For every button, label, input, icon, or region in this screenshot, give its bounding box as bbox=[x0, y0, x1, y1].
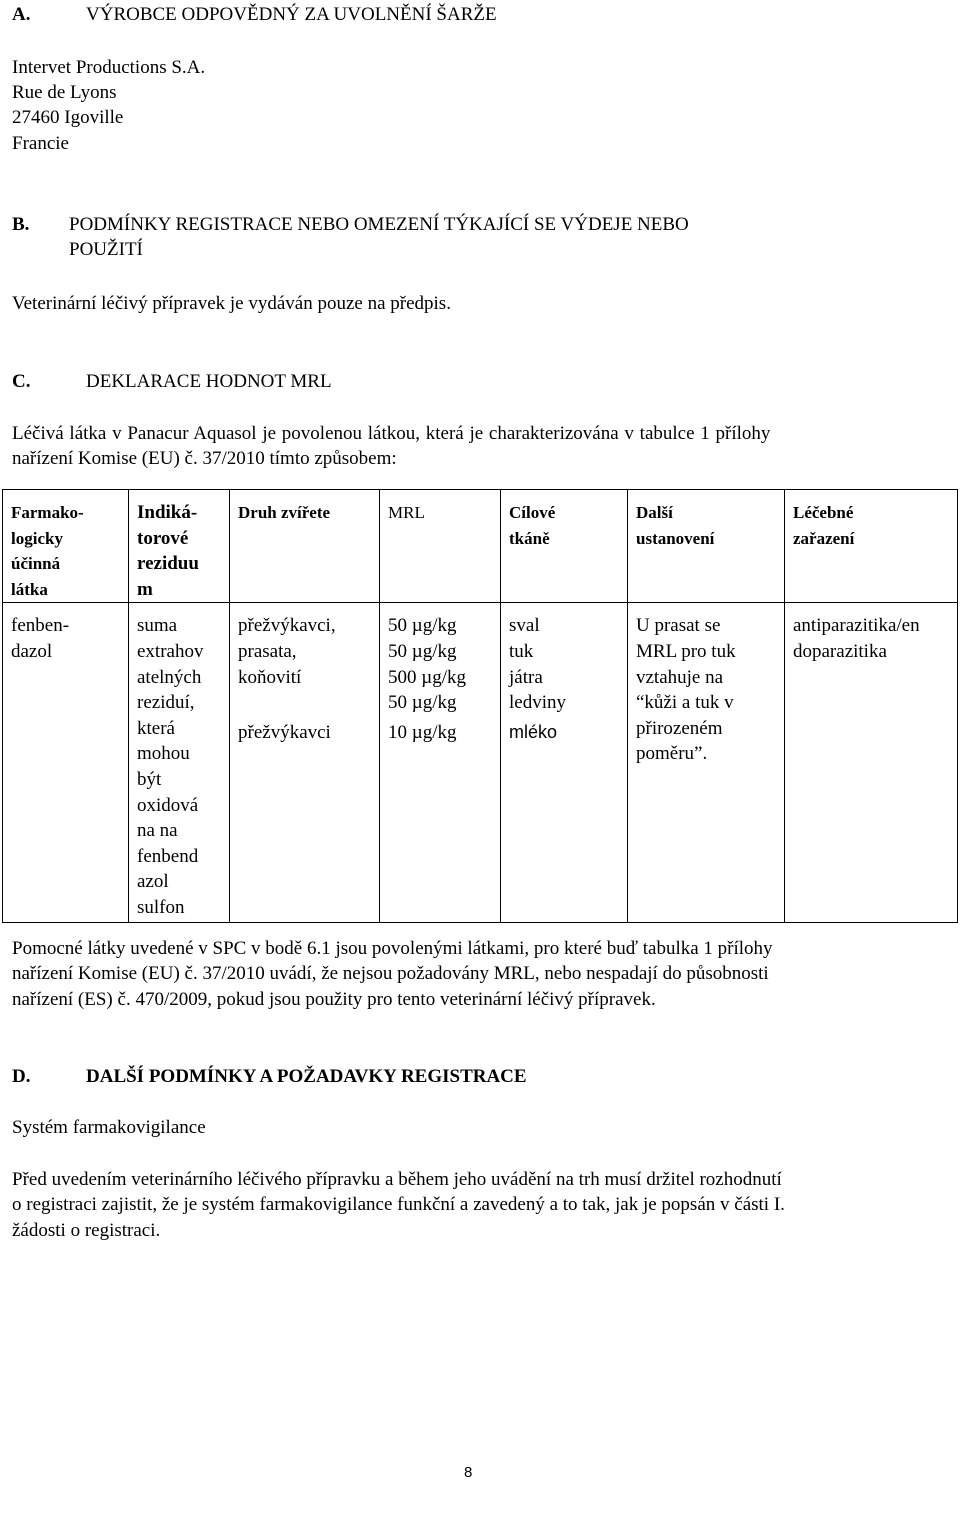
cell-mrl-2: 10 µg/kg bbox=[388, 721, 457, 743]
section-d-text-line2: o registraci zajistit, že je systém farmakovigilance funkční a zavedený a to tak, jak je popsán v části I. bbox=[12, 1194, 785, 1215]
cell-species: přežvýkavci, prasata, koňovití přežvýkavci bbox=[230, 603, 380, 923]
section-d-subtitle: Systém farmakovigilance bbox=[12, 1117, 206, 1138]
section-d-text-line1: Před uvedením veterinárního léčivého přípravku a během jeho uvádění na trh musí držitel rozhodnutí bbox=[12, 1169, 782, 1190]
excipients-line2: nařízení Komise (EU) č. 37/2010 uvádí, že nejsou požadovány MRL, nebo nespadají do působnosti bbox=[12, 963, 769, 984]
table-row bbox=[3, 603, 958, 923]
manufacturer-city: 27460 Igoville bbox=[12, 107, 124, 128]
excipients-line3: nařízení (ES) č. 470/2009, pokud jsou použity pro tento veterinární léčivý přípravek. bbox=[12, 989, 656, 1010]
section-c-letter: C. bbox=[12, 371, 31, 392]
section-c-text-line1: Léčivá látka v Panacur Aquasol je povolenou látkou, která je charakterizována v tabulce 1 přílohy bbox=[12, 423, 771, 444]
manufacturer-name: Intervet Productions S.A. bbox=[12, 57, 206, 78]
cell-marker: suma extrahov atelných reziduí, která mohou být oxidová na na fenbend azol sulfon bbox=[129, 603, 230, 923]
header-substance: Farmako- logicky účinná látka bbox=[3, 490, 129, 603]
manufacturer-country: Francie bbox=[12, 133, 69, 154]
section-d-text-line3: žádosti o registraci. bbox=[12, 1220, 161, 1241]
section-c-title: DEKLARACE HODNOT MRL bbox=[86, 371, 332, 392]
header-species: Druh zvířete bbox=[230, 490, 380, 603]
section-b-title-line1: PODMÍNKY REGISTRACE NEBO OMEZENÍ TÝKAJÍCÍ SE VÝDEJE NEBO bbox=[69, 214, 689, 235]
cell-substance: fenben- dazol bbox=[3, 603, 129, 923]
section-b-letter: B. bbox=[12, 214, 30, 235]
manufacturer-street: Rue de Lyons bbox=[12, 82, 117, 103]
table-header-row bbox=[3, 490, 958, 603]
header-tissue: Cílové tkáně bbox=[501, 490, 628, 603]
section-d-title: DALŠÍ PODMÍNKY A POŽADAVKY REGISTRACE bbox=[86, 1066, 527, 1087]
excipients-line1: Pomocné látky uvedené v SPC v bodě 6.1 jsou povolenými látkami, pro které buď tabulka 1 přílohy bbox=[12, 938, 773, 959]
cell-tissue: sval tuk játra ledviny mléko bbox=[501, 603, 628, 923]
section-b-text: Veterinární léčivý přípravek je vydáván pouze na předpis. bbox=[12, 293, 451, 314]
cell-mrl: 50 µg/kg 50 µg/kg 500 µg/kg 50 µg/kg 10 µg/kg bbox=[380, 603, 501, 923]
section-a-letter: A. bbox=[12, 4, 31, 25]
section-c-text-line2: nařízení Komise (EU) č. 37/2010 tímto způsobem: bbox=[12, 448, 397, 469]
header-marker: Indiká- torové reziduu m bbox=[129, 490, 230, 603]
cell-tissue-2: mléko bbox=[509, 721, 558, 742]
cell-provisions: U prasat se MRL pro tuk vztahuje na “kůži a tuk v přirozeném poměru”. bbox=[628, 603, 785, 923]
cell-species-2: přežvýkavci bbox=[238, 721, 331, 743]
section-a-title: VÝROBCE ODPOVĚDNÝ ZA UVOLNĚNÍ ŠARŽE bbox=[86, 4, 497, 25]
header-provisions: Další ustanovení bbox=[628, 490, 785, 603]
page-number: 8 bbox=[464, 1464, 473, 1481]
cell-classification: antiparazitika/en doparazitika bbox=[785, 603, 958, 923]
section-b-title-line2: POUŽITÍ bbox=[69, 239, 143, 260]
mrl-table bbox=[2, 489, 958, 923]
header-classification: Léčebné zařazení bbox=[785, 490, 958, 603]
header-mrl: MRL bbox=[380, 490, 501, 603]
section-d-letter: D. bbox=[12, 1066, 31, 1087]
